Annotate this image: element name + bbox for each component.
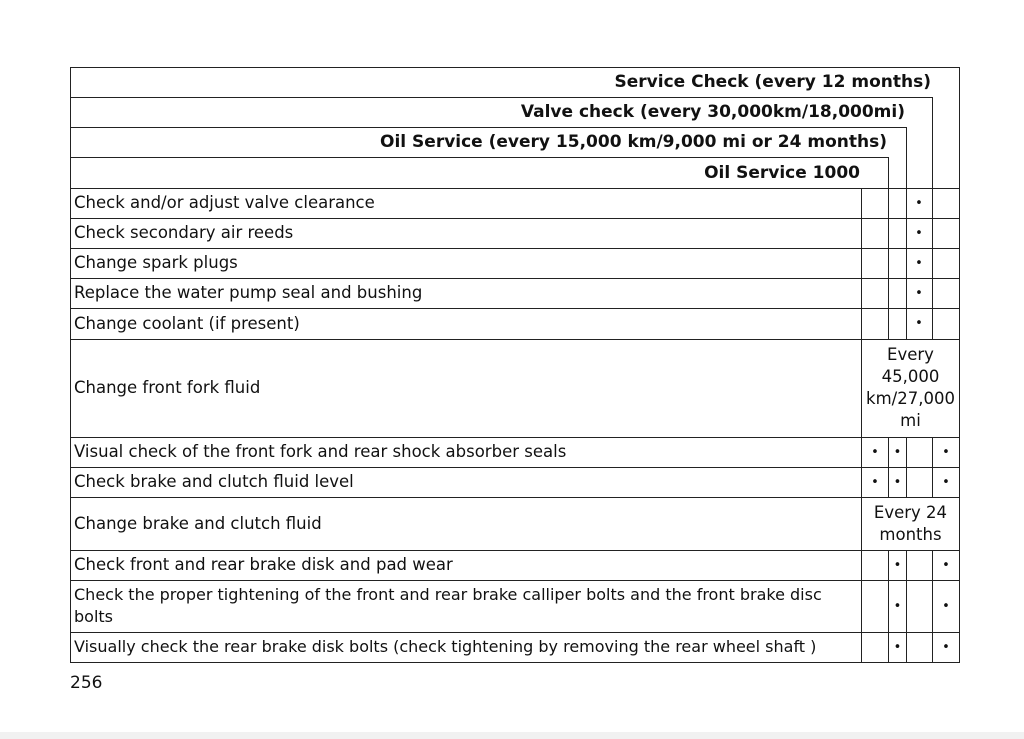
task-label: Check secondary air reeds xyxy=(74,223,294,242)
check-mark: • xyxy=(942,639,950,655)
check-mark: • xyxy=(942,598,950,614)
header-service-check: Service Check (every 12 months) xyxy=(614,72,931,92)
task-label: Check front and rear brake disk and pad wear xyxy=(74,555,453,574)
page-number: 256 xyxy=(70,673,103,693)
check-mark: • xyxy=(871,474,879,490)
interval-note: Every 45,000 km/27,000 mi xyxy=(866,345,955,430)
check-mark: • xyxy=(893,557,902,573)
check-mark: • xyxy=(915,195,923,211)
task-label: Replace the water pump seal and bushing xyxy=(74,283,423,302)
table-border-right xyxy=(959,67,960,663)
check-mark: • xyxy=(893,474,902,490)
check-mark: • xyxy=(915,285,923,301)
table-border-bottom xyxy=(70,662,960,663)
task-label: Change brake and clutch fluid xyxy=(74,513,322,533)
task-label: Check and/or adjust valve clearance xyxy=(74,193,375,212)
check-mark: • xyxy=(915,225,923,241)
check-mark: • xyxy=(893,639,902,655)
check-mark: • xyxy=(871,444,879,460)
task-label: Change coolant (if present) xyxy=(74,313,300,333)
header-oil-service-1000: Oil Service 1000 xyxy=(704,162,860,183)
column-divider xyxy=(906,550,907,663)
check-mark: • xyxy=(893,444,902,460)
header-oil-service: Oil Service (every 15,000 km/9,000 mi or 24 months) xyxy=(380,132,887,152)
interval-note: Every 24 months xyxy=(873,502,948,544)
check-mark: • xyxy=(942,557,950,573)
task-label: Visually check the rear brake disk bolts (check tightening by removing the rear wheel shaft ) xyxy=(74,637,817,656)
header-valve-check: Valve check (every 30,000km/18,000mi) xyxy=(520,102,905,122)
page-bottom-band xyxy=(0,732,1024,739)
task-label: Check brake and clutch fluid level xyxy=(74,472,354,491)
task-label: Change front fork fluid xyxy=(74,378,261,397)
check-mark: • xyxy=(915,316,923,331)
check-mark: • xyxy=(942,474,950,490)
check-mark: • xyxy=(893,598,902,614)
check-mark: • xyxy=(942,444,950,460)
check-mark: • xyxy=(915,255,923,271)
task-label: Visual check of the front fork and rear shock absorber seals xyxy=(74,442,567,461)
task-label: Check the proper tightening of the front and rear brake calliper bolts and the front brake disc bolts xyxy=(74,585,822,626)
task-label: Change spark plugs xyxy=(74,253,238,272)
